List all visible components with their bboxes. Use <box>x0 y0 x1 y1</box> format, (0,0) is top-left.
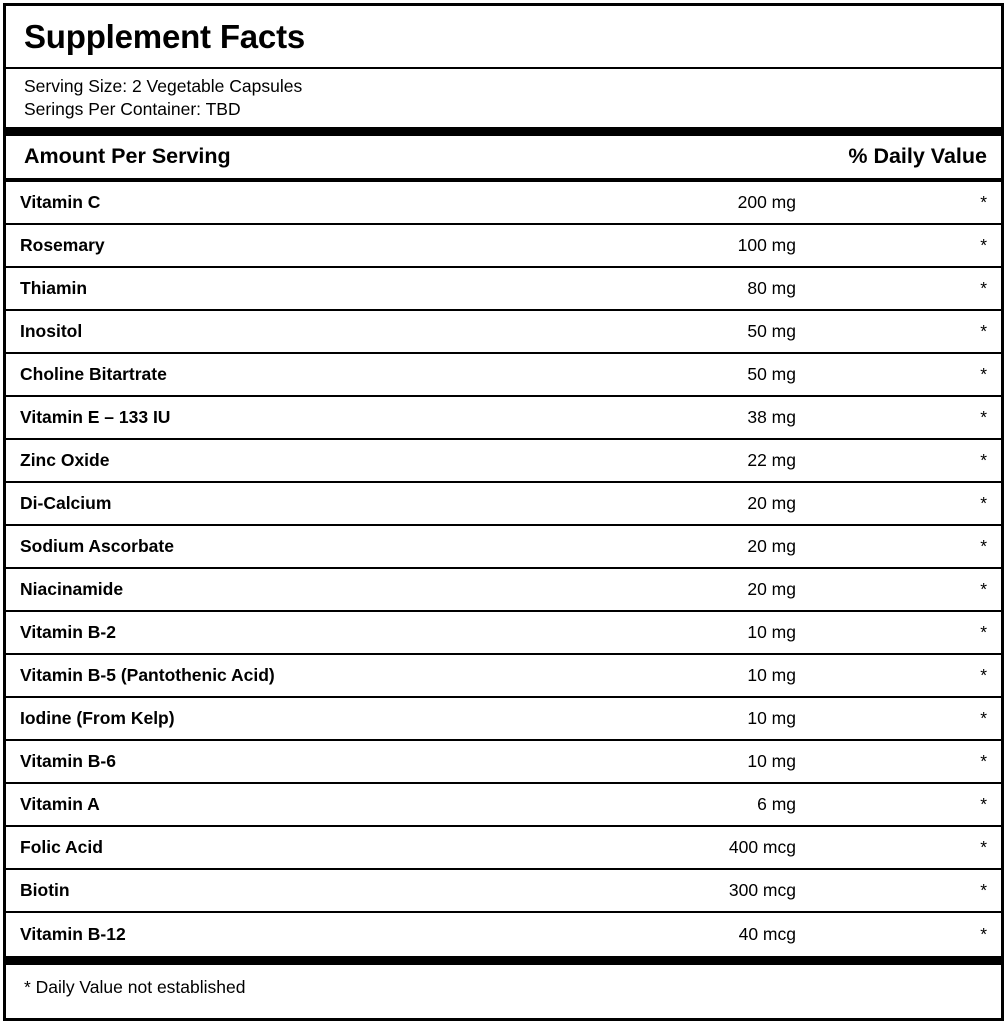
nutrient-amount: 10 mg <box>747 707 796 728</box>
nutrient-amount: 10 mg <box>747 664 796 685</box>
nutrient-daily-value: * <box>980 492 987 513</box>
nutrient-amount: 40 mcg <box>738 923 796 944</box>
footnote-text: * Daily Value not established <box>24 976 246 997</box>
table-row <box>6 569 1001 612</box>
table-row <box>6 182 1001 225</box>
nutrient-daily-value: * <box>980 707 987 728</box>
table-row <box>6 655 1001 698</box>
nutrient-amount: 20 mg <box>747 578 796 599</box>
serving-size-text: Serving Size: 2 Vegetable Capsules <box>24 75 303 96</box>
nutrient-daily-value: * <box>980 793 987 814</box>
nutrient-name: Vitamin C <box>20 191 101 212</box>
table-row <box>6 913 1001 956</box>
nutrient-amount: 400 mcg <box>728 836 796 857</box>
nutrient-name: Vitamin A <box>20 793 100 814</box>
table-row <box>6 311 1001 354</box>
nutrient-amount: 200 mg <box>737 191 796 212</box>
nutrient-daily-value: * <box>980 449 987 470</box>
nutrient-name: Iodine (From Kelp) <box>20 707 175 728</box>
nutrient-name: Niacinamide <box>20 578 124 599</box>
table-row <box>6 784 1001 827</box>
nutrient-amount: 20 mg <box>747 492 796 513</box>
nutrient-daily-value: * <box>980 750 987 771</box>
table-row <box>6 698 1001 741</box>
table-header-row <box>6 136 1001 178</box>
table-row <box>6 225 1001 268</box>
nutrient-name: Vitamin B-5 (Pantothenic Acid) <box>20 664 275 685</box>
nutrient-daily-value: * <box>980 535 987 556</box>
nutrient-name: Vitamin E – 133 IU <box>20 406 171 427</box>
nutrient-amount: 10 mg <box>747 750 796 771</box>
nutrient-daily-value: * <box>980 277 987 298</box>
nutrient-daily-value: * <box>980 406 987 427</box>
nutrient-amount: 22 mg <box>747 449 796 470</box>
header-amount-per-serving: Amount Per Serving <box>24 143 231 168</box>
table-row <box>6 354 1001 397</box>
nutrient-name: Sodium Ascorbate <box>20 535 174 556</box>
nutrient-amount: 50 mg <box>747 320 796 341</box>
table-row <box>6 483 1001 526</box>
supplement-facts-panel <box>3 3 1004 1021</box>
nutrient-daily-value: * <box>980 836 987 857</box>
header-daily-value: % Daily Value <box>848 143 987 168</box>
nutrient-name: Folic Acid <box>20 836 103 857</box>
divider-above-footnote <box>6 956 1001 965</box>
nutrient-name: Vitamin B-12 <box>20 923 126 944</box>
nutrient-name: Thiamin <box>20 277 88 298</box>
footer-spacer <box>6 998 1001 1018</box>
nutrient-name: Zinc Oxide <box>20 449 110 470</box>
nutrient-name: Rosemary <box>20 234 105 255</box>
nutrient-daily-value: * <box>980 234 987 255</box>
nutrient-daily-value: * <box>980 621 987 642</box>
nutrient-amount: 10 mg <box>747 621 796 642</box>
table-row <box>6 440 1001 483</box>
servings-per-container-text: Serings Per Container: TBD <box>24 98 241 119</box>
nutrient-amount: 100 mg <box>737 234 796 255</box>
nutrient-daily-value: * <box>980 320 987 341</box>
nutrient-name: Vitamin B-6 <box>20 750 116 771</box>
table-row <box>6 827 1001 870</box>
table-row <box>6 741 1001 784</box>
nutrient-amount: 6 mg <box>757 793 796 814</box>
nutrient-amount: 50 mg <box>747 363 796 384</box>
nutrient-amount: 20 mg <box>747 535 796 556</box>
nutrient-name: Vitamin B-2 <box>20 621 116 642</box>
table-row <box>6 397 1001 440</box>
nutrient-daily-value: * <box>980 191 987 212</box>
nutrient-daily-value: * <box>980 363 987 384</box>
nutrient-amount: 80 mg <box>747 277 796 298</box>
nutrient-daily-value: * <box>980 923 987 944</box>
nutrient-amount: 38 mg <box>747 406 796 427</box>
nutrient-table <box>6 182 1001 956</box>
nutrient-amount: 300 mcg <box>728 879 796 900</box>
page-title: Supplement Facts <box>24 18 306 55</box>
nutrient-name: Choline Bitartrate <box>20 363 167 384</box>
serving-info <box>6 69 1001 127</box>
table-row <box>6 526 1001 569</box>
nutrient-daily-value: * <box>980 664 987 685</box>
table-row <box>6 870 1001 913</box>
table-row <box>6 612 1001 655</box>
nutrient-name: Inositol <box>20 320 83 341</box>
table-row <box>6 268 1001 311</box>
divider-above-header <box>6 127 1001 136</box>
nutrient-daily-value: * <box>980 879 987 900</box>
nutrient-name: Di-Calcium <box>20 492 112 513</box>
nutrient-name: Biotin <box>20 879 70 900</box>
nutrient-daily-value: * <box>980 578 987 599</box>
